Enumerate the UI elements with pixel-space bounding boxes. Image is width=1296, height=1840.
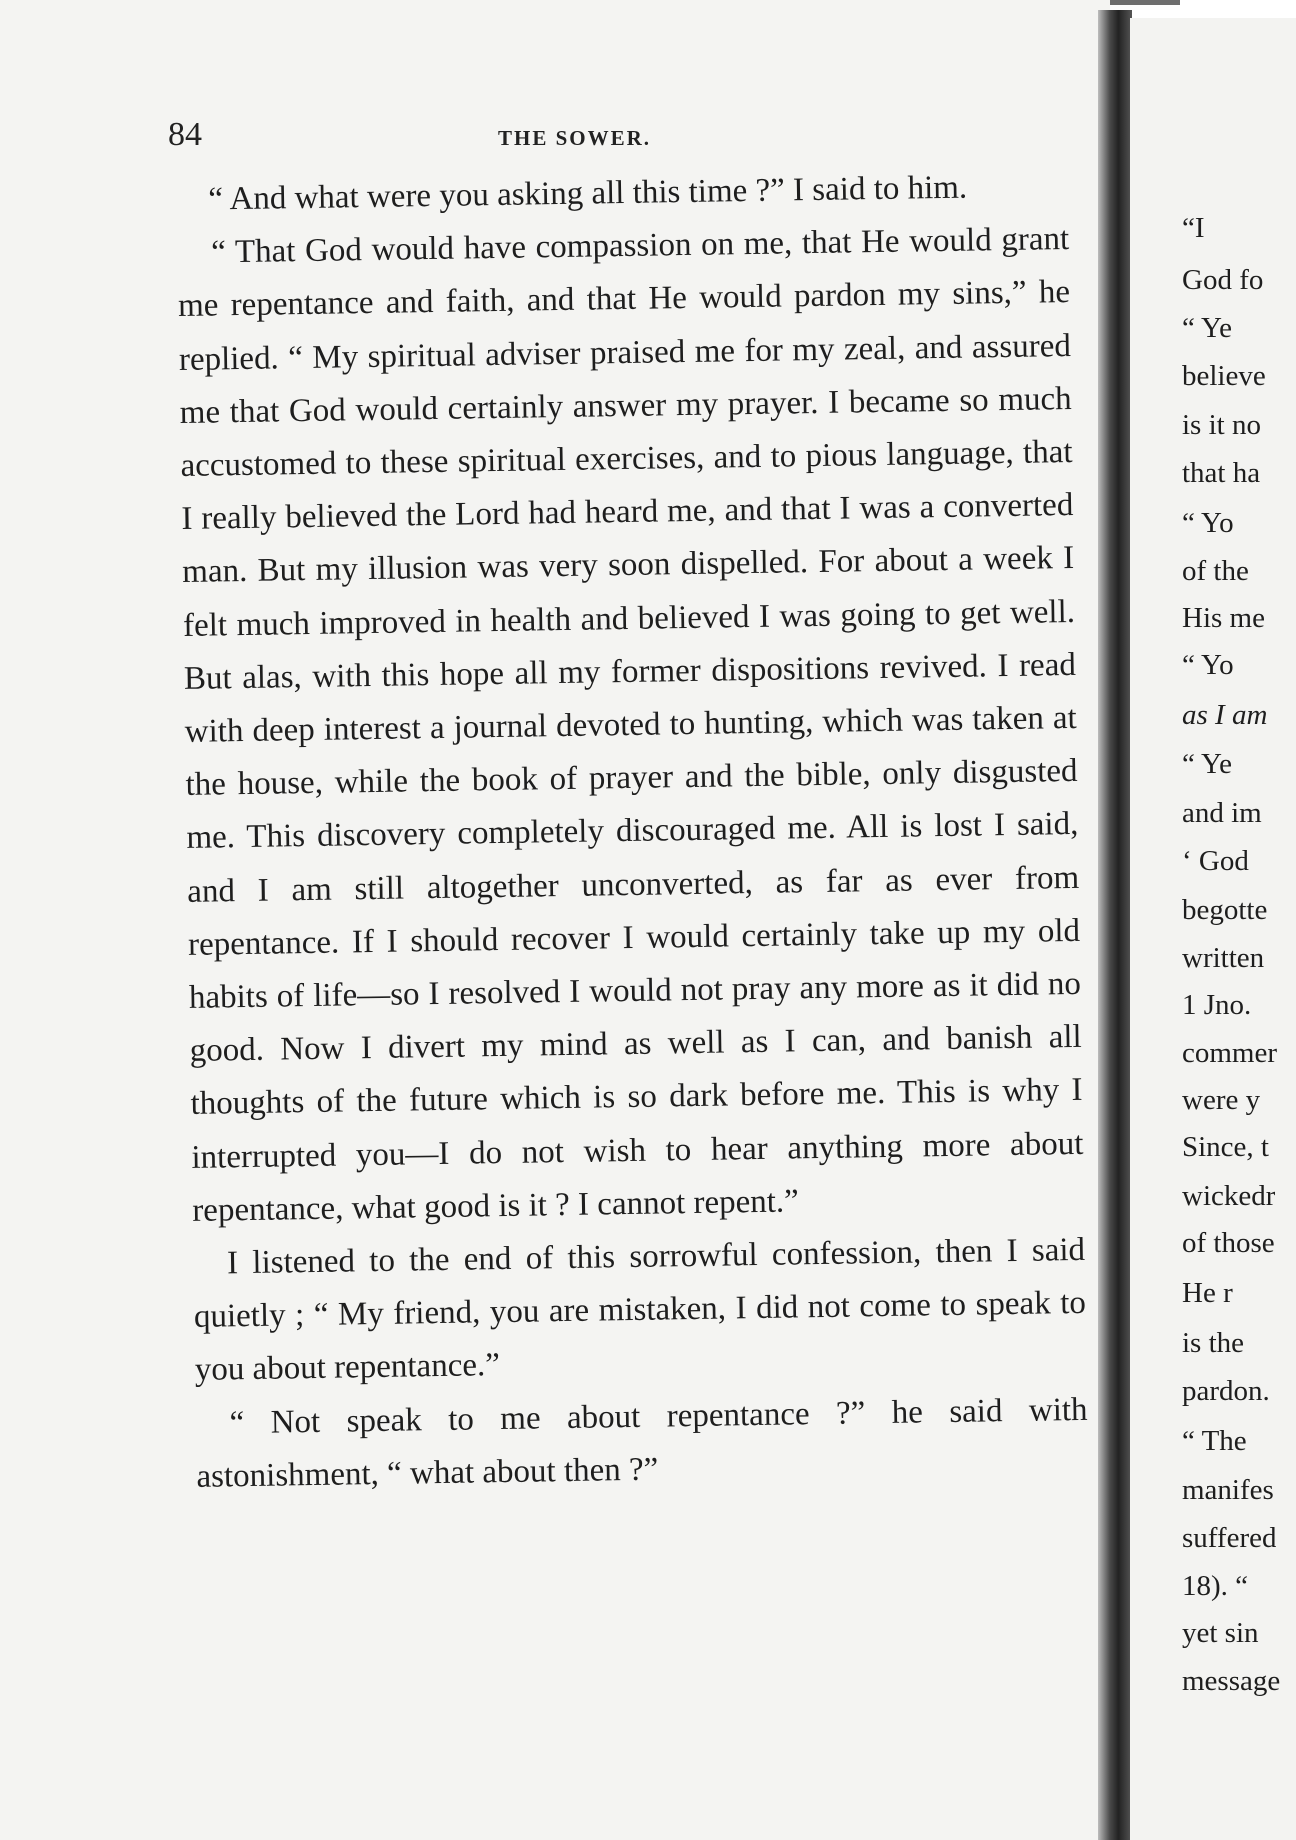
page-number: 84: [168, 116, 202, 153]
facing-page-line: “I: [1182, 212, 1205, 244]
facing-page-line: commer: [1182, 1037, 1278, 1069]
paragraph: “ And what were you asking all this time ?” I said to him.: [208, 169, 968, 218]
facing-page-line: were y: [1182, 1084, 1261, 1116]
facing-page-line: Since, t: [1182, 1131, 1269, 1163]
facing-page-line: believe: [1182, 360, 1266, 392]
facing-page-line: as I am: [1182, 699, 1268, 731]
facing-page-line: “ Ye: [1182, 748, 1232, 780]
running-title: THE SOWER.: [498, 126, 652, 150]
facing-page-line: is it no: [1182, 409, 1261, 441]
facing-page-line: message: [1182, 1665, 1281, 1697]
facing-page-line: 18). “: [1182, 1570, 1249, 1602]
facing-page-line: of those: [1182, 1227, 1275, 1259]
page-header: [168, 116, 1048, 166]
facing-page-line: wickedr: [1182, 1180, 1276, 1212]
book-gutter: [1098, 10, 1132, 1840]
facing-page-line: “ Yo: [1182, 507, 1234, 539]
body-text: [176, 160, 1089, 1504]
facing-page-line: that ha: [1182, 457, 1261, 489]
facing-page-line: is the: [1182, 1327, 1245, 1359]
facing-page-line: ‘ God: [1182, 845, 1249, 877]
facing-page-line: begotte: [1182, 894, 1268, 926]
facing-page-line: pardon.: [1182, 1375, 1270, 1407]
facing-page-line: written: [1182, 942, 1265, 974]
facing-page-line: “ Yo: [1182, 649, 1234, 681]
paragraph: “ That God would have compassion on me, that He would grant me repentance and faith, and that He would pardon my sins,” he replied. “ My spiritual adviser praised me for my zeal, and assured me that God would certainly answer my prayer. I became so much accustomed to these spiritual exercises, and to pious language, that I really believed the Lord had heard me, and that I was a converted man. But my illusion was very soon dispelled. For about a week I felt much improved in health and believed I was going to get well. But alas, with this hope all my former dispositions revived. I read with deep interest a journal devoted to hunting, which was taken at the house, while the book of prayer and the bible, only disgusted me. This discovery completely discouraged me. All is lost I said, and I am still altogether unconverted, as far as ever from repentance. If I should recover I would certainly take up my old habits of life—so I resolved I would not pray any more as it did no good. Now I divert my mind as well as I can, and banish all thoughts of the future which is so dark before me. This is why I interrupted you—I do not wish to hear anything more about repentance, what good is it ? I cannot repent.”: [177, 221, 1084, 1229]
facing-page-line: His me: [1182, 602, 1265, 634]
facing-page-line: of the: [1182, 555, 1249, 587]
facing-page-line: God fo: [1182, 264, 1264, 296]
paragraph: I listened to the end of this sorrowful confession, then I said quietly ; “ My friend, you are mistaken, I did not come to speak to you about repentance.”: [193, 1231, 1087, 1389]
facing-page-line: yet sin: [1182, 1617, 1259, 1649]
facing-page-line: “ Ye: [1182, 312, 1232, 344]
facing-page-line: and im: [1182, 797, 1262, 829]
facing-page-line: suffered: [1182, 1522, 1277, 1554]
paragraph: “ Not speak to me about repentance ?” he said with astonishment, “ what about then ?”: [196, 1391, 1088, 1495]
facing-page-line: 1 Jno.: [1182, 989, 1252, 1021]
facing-page-line: manifes: [1182, 1474, 1274, 1506]
facing-page-line: “ The: [1182, 1425, 1247, 1457]
facing-page-line: He r: [1182, 1277, 1233, 1309]
